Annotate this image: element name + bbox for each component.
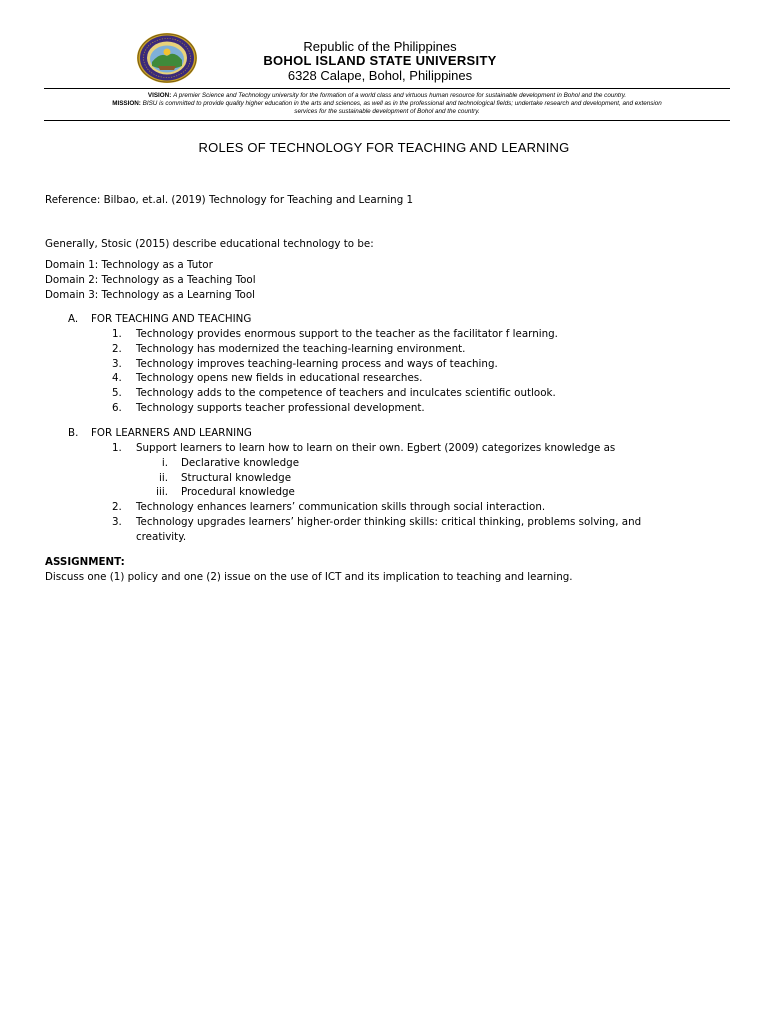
roman-numeral: i. (161, 457, 168, 469)
mission-text-line1: BISU is committed to provide quality higher education in the arts and sciences, as well as in the professional and technological fields; undertake research and development, and extension (142, 100, 662, 107)
list-item-text: Support learners to learn how to learn on their own. Egbert (2009) categorizes knowledge as (136, 442, 616, 454)
roman-numeral: iii. (156, 486, 168, 498)
list-number: 2. (112, 343, 122, 355)
list-number: 3. (112, 516, 122, 528)
mission-statement (44, 100, 730, 108)
list-item-text: Technology upgrades learners’ higher-order thinking skills: critical thinking, problems solving, and (136, 516, 642, 528)
list-number: 3. (112, 358, 122, 370)
list-number: 5. (112, 387, 122, 399)
list-item-text: Technology provides enormous support to the teacher as the facilitator f learning. (136, 328, 558, 340)
document-title: ROLES OF TECHNOLOGY FOR TEACHING AND LEARNING (198, 140, 570, 155)
mission-text-line2: services for the sustainable development of Bohol and the country. (294, 108, 480, 115)
mission-label: MISSION: (112, 100, 141, 107)
assignment-heading: ASSIGNMENT: (45, 556, 125, 568)
vision-text: A premier Science and Technology university for the formation of a world class and virtuous human resource for sustainable development in Bohol and the country. (173, 92, 627, 99)
list-item-continuation: creativity. (136, 531, 187, 543)
header-divider-top (44, 88, 730, 89)
roman-numeral: ii. (159, 472, 168, 484)
header-university-name: BOHOL ISLAND STATE UNIVERSITY (263, 53, 497, 68)
vision-label: VISION: (147, 92, 172, 99)
domain-item: Domain 2: Technology as a Teaching Tool (45, 274, 256, 286)
header-divider-bottom (44, 120, 730, 121)
header-country: Republic of the Philippines (303, 39, 457, 54)
list-number: 1. (112, 442, 122, 454)
section-marker: B. (68, 427, 79, 439)
vision-statement (44, 92, 730, 100)
list-number: 2. (112, 501, 122, 513)
intro-paragraph: Generally, Stosic (2015) describe educational technology to be: (45, 238, 374, 250)
section-marker: A. (68, 313, 79, 325)
list-item-text: Technology supports teacher professional development. (136, 402, 425, 414)
section-heading-text: FOR LEARNERS AND LEARNING (91, 427, 252, 439)
sub-list-item-text: Declarative knowledge (181, 457, 300, 469)
assignment-text: Discuss one (1) policy and one (2) issue on the use of ICT and its implication to teaching and learning. (45, 571, 573, 583)
sub-list-item-text: Procedural knowledge (181, 486, 295, 498)
domain-item: Domain 1: Technology as a Tutor (45, 259, 213, 271)
mission-statement-continued (44, 108, 730, 116)
section-heading-text: FOR TEACHING AND TEACHING (91, 313, 252, 325)
list-item-text: Technology opens new fields in educational researches. (136, 372, 423, 384)
reference-line: Reference: Bilbao, et.al. (2019) Technology for Teaching and Learning 1 (45, 194, 414, 206)
list-item-text: Technology enhances learners’ communication skills through social interaction. (136, 501, 546, 513)
sub-list-item-text: Structural knowledge (181, 472, 292, 484)
list-item-text: Technology adds to the competence of teachers and inculcates scientific outlook. (136, 387, 556, 399)
list-item-text: Technology has modernized the teaching-learning environment. (136, 343, 466, 355)
list-number: 4. (112, 372, 122, 384)
list-number: 1. (112, 328, 122, 340)
list-number: 6. (112, 402, 122, 414)
list-item-text: Technology improves teaching-learning process and ways of teaching. (136, 358, 498, 370)
header-address: 6328 Calape, Bohol, Philippines (287, 68, 473, 83)
domain-item: Domain 3: Technology as a Learning Tool (45, 289, 255, 301)
university-seal-logo (136, 32, 198, 84)
